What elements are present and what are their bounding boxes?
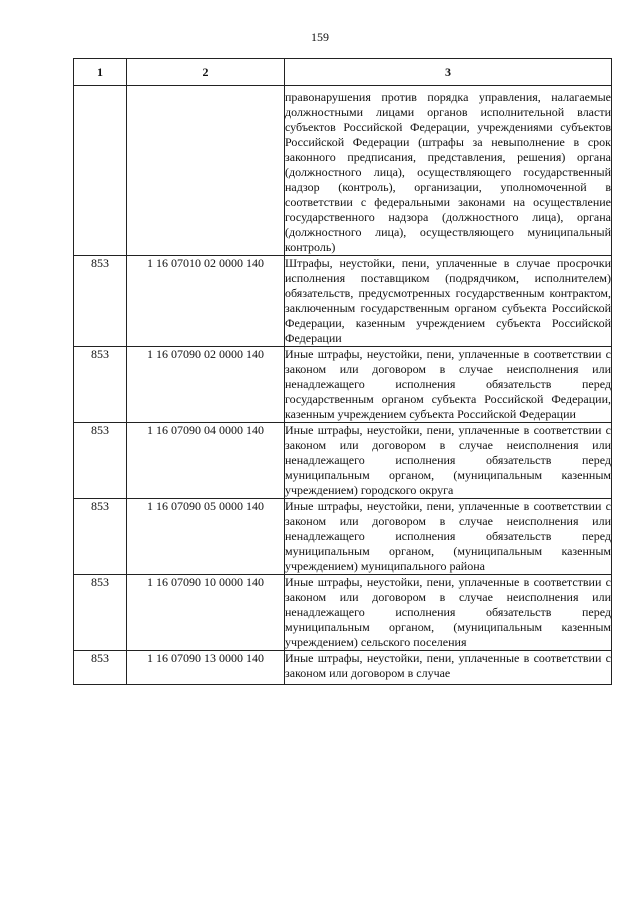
column-header-1: 1 [74,59,127,86]
budget-code-cell [127,86,285,256]
description-cell: Иные штрафы, неустойки, пени, уплаченные в соответствии с законом или договором в случае неисполнения или ненадлежащего исполнения обязательств перед муниципальным органом, (муниципальным казенным учреждением) сельского поселения [285,575,611,649]
description-cell: Иные штрафы, неустойки, пени, уплаченные в соответствии с законом или договором в случае неисполнения или ненадлежащего исполнения обязательств перед муниципальным органом, (муниципальным казенным учреждением) городского округа [285,423,611,497]
description-cell: Штрафы, неустойки, пени, уплаченные в случае просрочки исполнения поставщиком (подрядчиком, исполнителем) обязательств, предусмотренных государственным контрактом, заключенным государственным органом субъекта Российской Федерации, казенным учреждением субъекта Российской Федерации [285,256,611,345]
description-cell: Иные штрафы, неустойки, пени, уплаченные в соответствии с законом или договором в случае неисполнения или ненадлежащего исполнения обязательств перед муниципальным органом, (муниципальным казенным учреждением) муниципального района [285,499,611,573]
column-header-2: 2 [127,59,285,86]
description-cell: Иные штрафы, неустойки, пени, уплаченные в соответствии с законом или договором в случае неисполнения или ненадлежащего исполнения обязательств перед государственным органом субъекта Российской Федерации, казенным учреждением субъекта Российской Федерации [285,347,611,421]
admin-code-cell: 853 [74,256,127,347]
budget-code-cell: 1 16 07090 04 0000 140 [127,423,285,499]
table-row [74,256,612,347]
table-row [74,575,612,651]
admin-code-cell: 853 [74,347,127,423]
budget-code-cell: 1 16 07090 10 0000 140 [127,575,285,651]
budget-code-cell: 1 16 07090 02 0000 140 [127,347,285,423]
budget-revenue-table [73,58,612,685]
table-row [74,651,612,685]
description-cell: правонарушения против порядка управления, налагаемые должностными лицами органов исполнительной власти субъектов Российской Федерации, учреждениями субъектов Российской Федерации (штрафы за невыполнение в срок законного предписания, представления, решения) органа (должностного лица), осуществляющего государственный надзор (контроль), организации, уполномоченной в соответствии с федеральными законами на осуществление государственного надзора (должностного лица), органа (должностного лица), осуществляющего муниципальный контроль) [285,86,612,256]
table-row [74,86,612,256]
budget-code-cell: 1 16 07010 02 0000 140 [127,256,285,347]
table-row [74,347,612,423]
admin-code-cell: 853 [74,651,127,685]
table-header-row [74,59,612,86]
admin-code-cell: 853 [74,423,127,499]
description-cell: Иные штрафы, неустойки, пени, уплаченные в соответствии с законом или договором в случае [285,651,612,685]
table-row [74,423,612,499]
column-header-3: 3 [285,59,612,86]
budget-code-cell: 1 16 07090 13 0000 140 [127,651,285,685]
table-row [74,499,612,575]
admin-code-cell: 853 [74,499,127,575]
budget-code-cell: 1 16 07090 05 0000 140 [127,499,285,575]
admin-code-cell: 853 [74,575,127,651]
admin-code-cell [74,86,127,256]
page-number: 159 [311,30,329,44]
